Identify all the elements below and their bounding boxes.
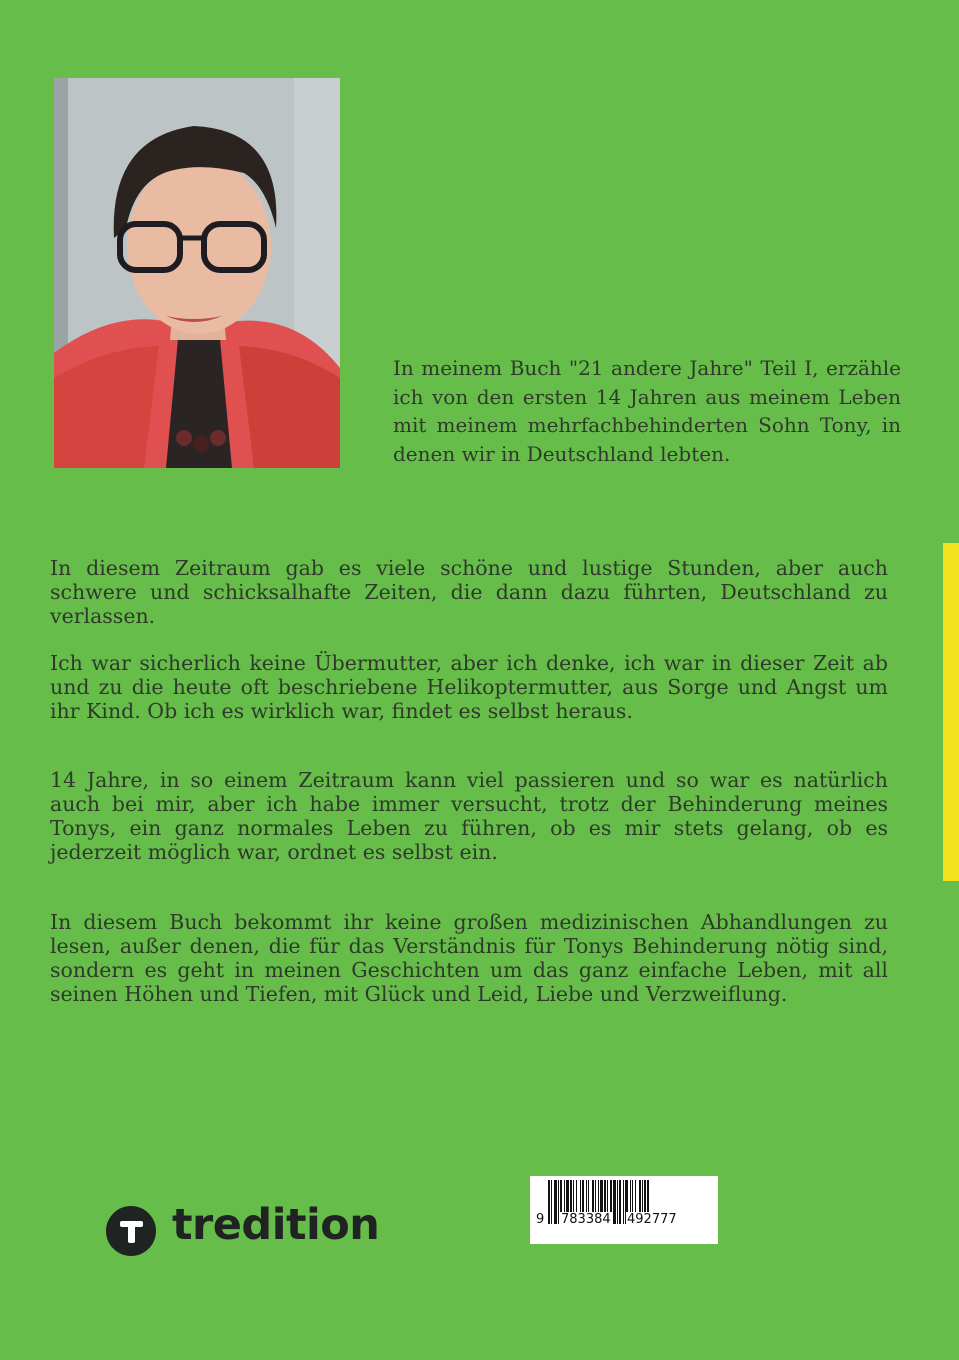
- barcode-group-1: 783384: [561, 1212, 611, 1227]
- accent-bar: [943, 543, 959, 881]
- body-paragraph-2: Ich war sicherlich keine Übermutter, aber ich denke, ich war in dieser Zeit ab und zu die heute oft beschriebene Helikoptermutter, aus Sorge und Angst um ihr Kind. Ob ich es wirklich war, findet es selbst heraus.: [50, 651, 888, 723]
- isbn-barcode: [530, 1176, 718, 1244]
- tredition-logo-icon: [106, 1206, 156, 1256]
- body-paragraph-3: 14 Jahre, in so einem Zeitraum kann viel passieren und so war es natürlich auch bei mir, aber ich habe immer versucht, trotz der Behinderung meines Tonys, ein ganz normales Leben zu führen, ob es mir stets gelang, ob es jederzeit möglich war, ordnet es selbst ein.: [50, 768, 888, 864]
- publisher-name: tredition: [172, 1200, 380, 1250]
- barcode-bars: [530, 1176, 718, 1244]
- barcode-lead-digit: 9: [536, 1212, 545, 1227]
- author-photo: [54, 78, 340, 468]
- intro-paragraph: In meinem Buch "21 andere Jahre" Teil I, erzähle ich von den ersten 14 Jahren aus meinem Leben mit meinem mehrfachbehinderten Sohn Tony, in denen wir in Deutschland lebten.: [393, 356, 901, 466]
- body-paragraph-4: In diesem Buch bekommt ihr keine großen medizinischen Abhandlungen zu lesen, außer denen, die für das Verständnis für Tonys Behinderung nötig sind, sondern es geht in meinen Geschichten um das ganz einfache Leben, mit all seinen Höhen und Tiefen, mit Glück und Leid, Liebe und Verzweiflung.: [50, 910, 888, 1006]
- body-paragraph-1: In diesem Zeitraum gab es viele schöne und lustige Stunden, aber auch schwere und schicksalhafte Zeiten, die dann dazu führten, Deutschland zu verlassen.: [50, 556, 888, 628]
- barcode-group-2: 492777: [627, 1212, 677, 1227]
